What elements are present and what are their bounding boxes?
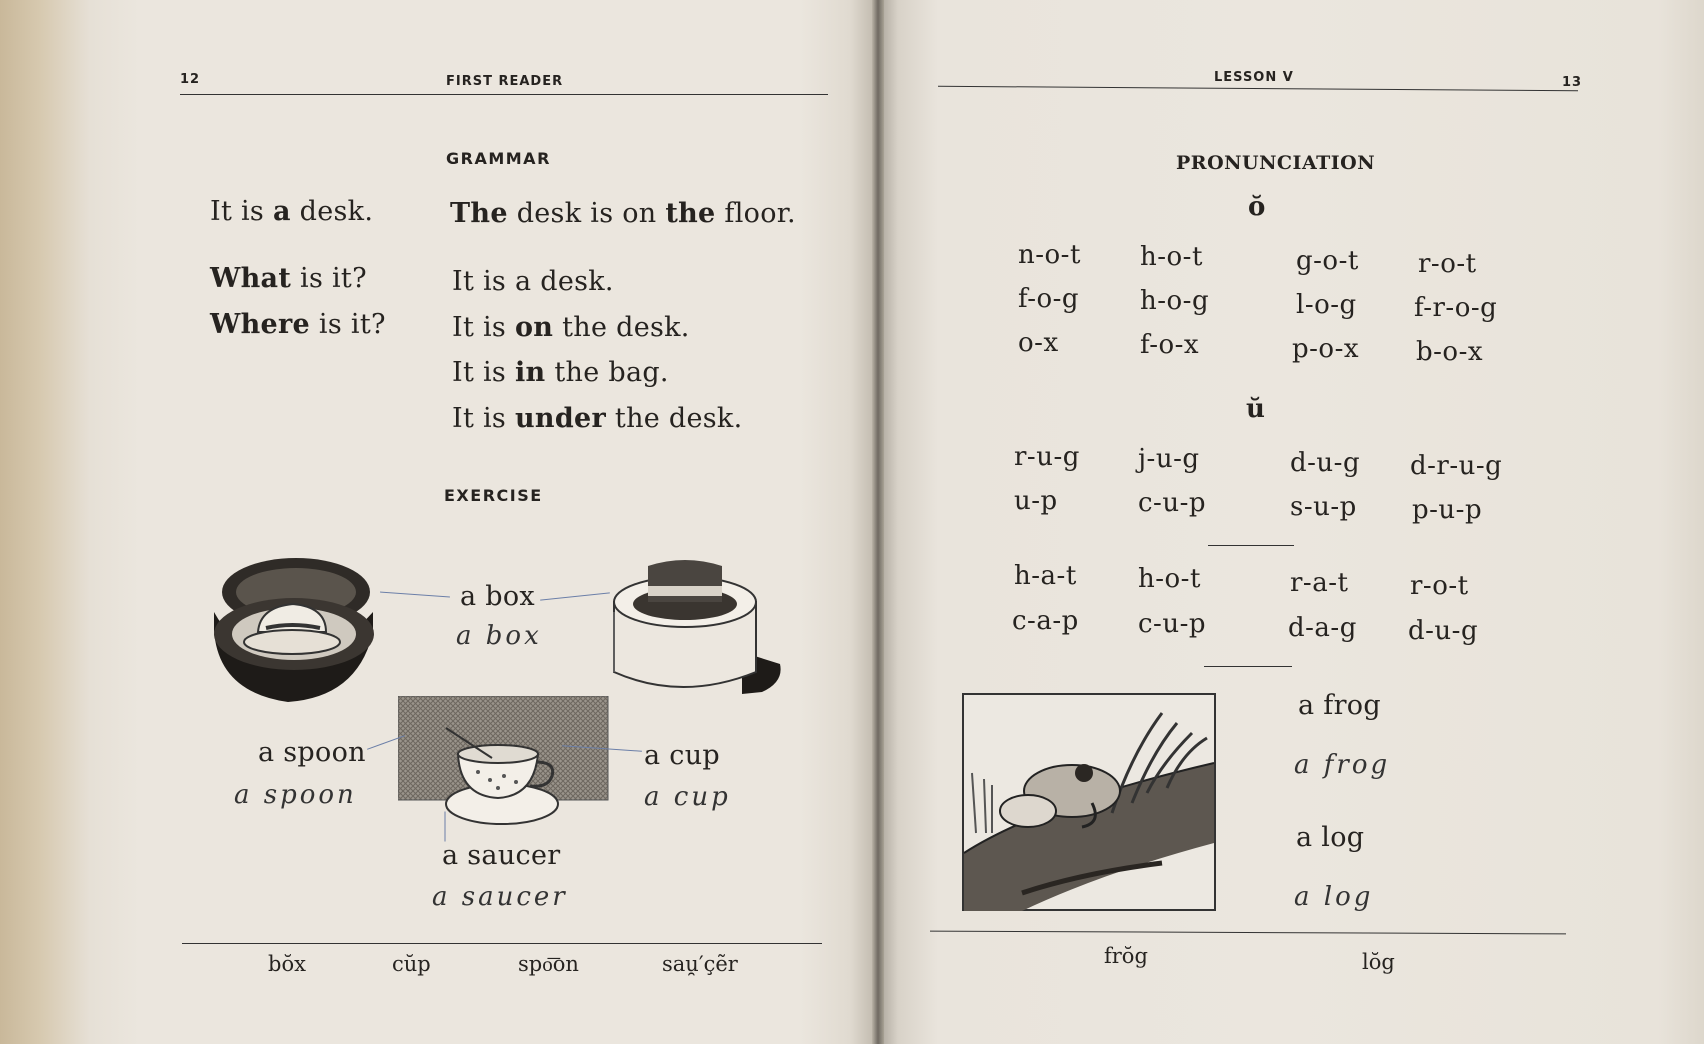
leader-line-saucer <box>445 812 446 842</box>
word-cell: l-o-g <box>1296 290 1357 320</box>
grammar-sentence-floor: The desk is on the floor. <box>450 198 796 229</box>
grammar-answer-1: It is a desk. <box>452 266 614 297</box>
page-number-left: 12 <box>180 72 201 87</box>
label-a-box: a box <box>460 581 535 612</box>
word-cell: h-o-t <box>1140 242 1203 272</box>
word-cell: c-a-p <box>1012 606 1079 636</box>
word-cell: d-u-g <box>1290 448 1361 478</box>
word-cell: r-o-t <box>1418 249 1477 279</box>
word-cell: f-r-o-g <box>1414 293 1498 323</box>
vowel-short-o: ŏ <box>1248 192 1266 222</box>
script-a-cup: a cup <box>644 782 731 812</box>
word-cell: d-r-u-g <box>1410 451 1503 481</box>
word-cell: f-o-x <box>1140 330 1200 360</box>
exercise-heading: EXERCISE <box>444 486 543 505</box>
word-cell: u-p <box>1014 486 1058 516</box>
footer-word-box: bŏx <box>268 952 306 976</box>
script-a-saucer: a saucer <box>432 882 568 912</box>
open-box-illustration <box>208 552 383 707</box>
section-divider-1 <box>1208 545 1294 546</box>
label-a-log: a log <box>1296 822 1365 853</box>
running-head-left: FIRST READER <box>446 74 564 89</box>
right-page <box>878 0 1704 1044</box>
script-a-log: a log <box>1294 882 1374 912</box>
word-cell: o-x <box>1018 328 1059 358</box>
frog-on-log-illustration <box>962 693 1218 913</box>
vowel-short-u: ŭ <box>1246 394 1266 424</box>
grammar-answer-4: It is under the desk. <box>452 403 743 434</box>
word-cell: d-a-g <box>1288 613 1357 643</box>
section-divider-2 <box>1204 666 1292 667</box>
word-cell: r-u-g <box>1014 442 1080 472</box>
label-a-saucer: a saucer <box>442 840 561 871</box>
footer-word-spoon: spo͞on <box>518 952 579 976</box>
page-number-right: 13 <box>1562 75 1583 90</box>
cup-saucer-illustration <box>398 696 610 834</box>
grammar-answer-2: It is on the desk. <box>452 312 690 343</box>
word-cell: r-o-t <box>1410 571 1469 601</box>
footer-word-cup: cŭp <box>392 952 431 976</box>
footer-word-log: lŏg <box>1362 950 1395 974</box>
word-cell: n-o-t <box>1018 240 1081 270</box>
label-a-cup: a cup <box>644 740 720 771</box>
word-cell: c-u-p <box>1138 609 1207 639</box>
word-cell: b-o-x <box>1416 337 1484 367</box>
word-cell: r-a-t <box>1290 568 1349 598</box>
word-cell: f-o-g <box>1018 284 1080 314</box>
header-rule-left <box>180 94 828 95</box>
word-cell: s-u-p <box>1290 492 1357 522</box>
word-cell: p-u-p <box>1412 495 1483 525</box>
footer-rule-left <box>182 943 822 944</box>
word-cell: h-o-g <box>1140 286 1210 316</box>
grammar-question-what: What is it? <box>210 263 367 294</box>
grammar-heading: GRAMMAR <box>446 149 551 168</box>
leader-line-box-right <box>540 592 610 600</box>
hatbox-illustration <box>612 552 787 702</box>
script-a-box: a box <box>456 621 542 651</box>
label-a-frog: a frog <box>1298 690 1381 721</box>
grammar-answer-3: It is in the bag. <box>452 357 669 388</box>
word-cell: c-u-p <box>1138 488 1207 518</box>
pronunciation-heading: PRONUNCIATION <box>1176 152 1376 174</box>
grammar-line-1: It is a desk. <box>210 196 374 227</box>
word-cell: j-u-g <box>1138 444 1200 474</box>
script-a-spoon: a spoon <box>234 780 357 810</box>
word-cell: p-o-x <box>1292 334 1360 364</box>
running-head-right: LESSON V <box>1214 70 1294 85</box>
word-cell: d-u-g <box>1408 616 1479 646</box>
label-a-spoon: a spoon <box>258 737 366 768</box>
footer-word-frog: frŏg <box>1104 944 1148 968</box>
book-spine <box>872 0 884 1044</box>
word-cell: h-o-t <box>1138 564 1201 594</box>
grammar-question-where: Where is it? <box>210 309 386 340</box>
word-cell: h-a-t <box>1014 561 1077 591</box>
footer-rule-right <box>930 931 1566 935</box>
header-rule-right <box>938 86 1578 91</box>
script-a-frog: a frog <box>1294 750 1391 780</box>
leader-line-box-left <box>380 592 450 598</box>
word-cell: g-o-t <box>1296 246 1359 276</box>
footer-word-saucer: sau̯′çẽr <box>662 952 738 976</box>
